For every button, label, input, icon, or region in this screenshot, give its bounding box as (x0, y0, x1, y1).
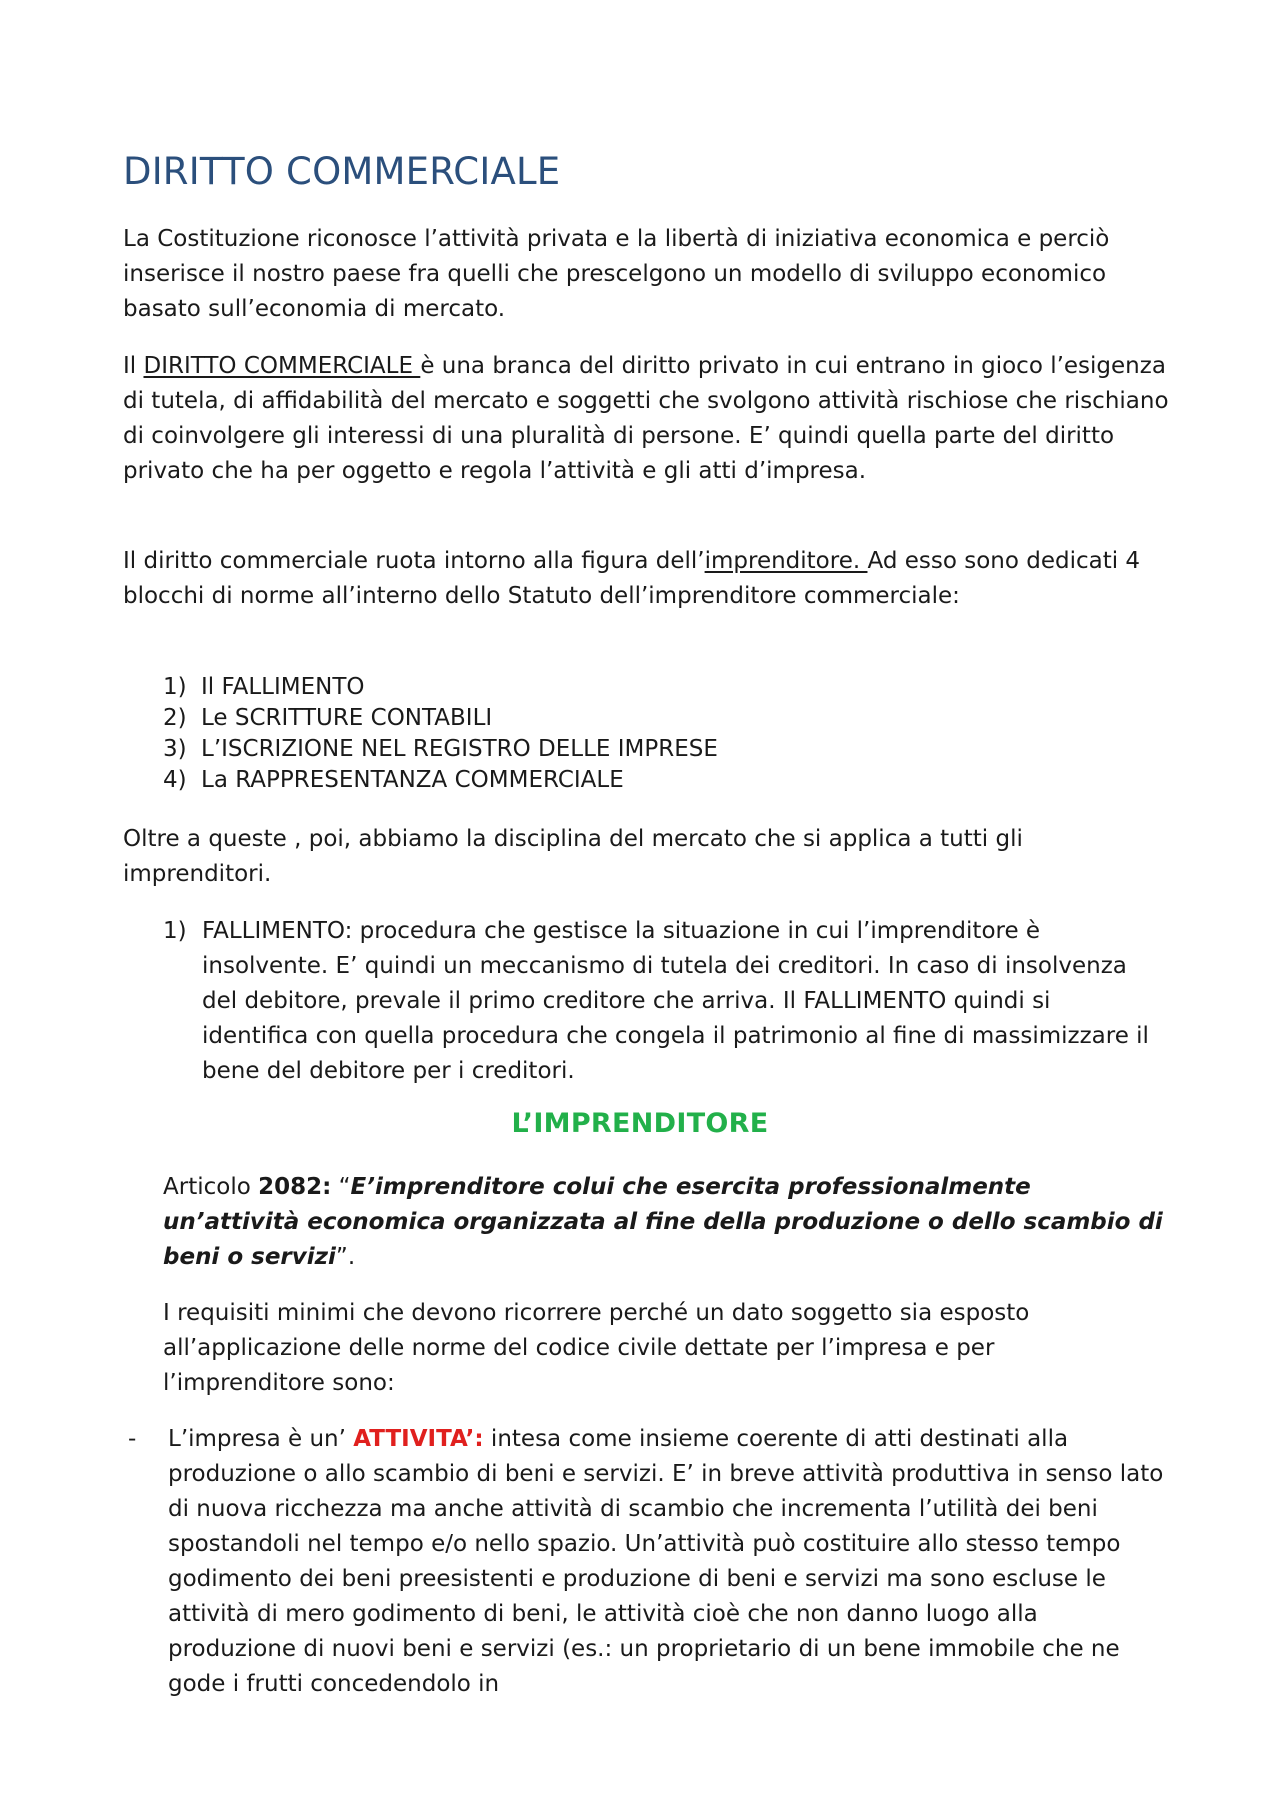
list-text: Il FALLIMENTO (201, 674, 365, 700)
bullet-prefix: L’impresa è un’ (168, 1426, 354, 1452)
bullet-attivita (123, 1422, 1173, 1702)
requirements-intro: I requisiti minimi che devono ricorrere perché un dato soggetto sia esposto all’applicazione delle norme del codice civile dettate per l’impresa e per l’imprenditore sono: (163, 1300, 1030, 1396)
imprenditore-term: imprenditore. (704, 548, 868, 574)
imprenditore-prefix: Il diritto commerciale ruota intorno alla figura dell’ (123, 548, 705, 574)
bullet-highlight: ATTIVITA’: (353, 1426, 484, 1452)
fallimento-text: FALLIMENTO: procedura che gestisce la situazione in cui l’imprenditore è insolvente. E’ quindi un meccanismo di tutela dei creditori. In caso di insolvenza del debitore, prevale il primo creditore che arriva. Il FALLIMENTO quindi si identifica con quella procedura che congela il patrimonio al fine di massimizzare il bene del debitore per i creditori. (202, 918, 1149, 1084)
bullet-rest: intesa come insieme coerente di atti destinati alla produzione o allo scambio di beni e servizi. E’ in breve attività produttiva in senso lato di nuova ricchezza ma anche attività di scambio che incrementa l’utilità dei beni spostandoli nel tempo e/o nello spazio. Un’attività può costituire allo stesso tempo godimento dei beni preesistenti e produzione di beni e servizi ma sono escluse le attività di mero godimento di beni, le attività cioè che non danno luogo alla produzione di nuovi beni e servizi (es.: un proprietario di un bene immobile che ne gode i frutti concedendolo in (168, 1426, 1164, 1697)
list-item (123, 734, 718, 765)
definition-paragraph (123, 349, 1173, 489)
list-item (123, 765, 718, 796)
list-text: Le SCRITTURE CONTABILI (201, 705, 493, 731)
list-text: La RAPPRESENTANZA COMMERCIALE (201, 767, 624, 793)
list-number: 4) (163, 767, 187, 793)
fallimento-number: 1) (163, 918, 187, 944)
list-number: 2) (163, 705, 187, 731)
bullet-text (123, 1422, 1173, 1702)
list-number: 3) (163, 736, 187, 762)
imprenditore-rest: Ad esso sono dedicati 4 blocchi di norme all’interno dello Statuto dell’imprenditore commerciale: (123, 548, 1141, 609)
market-paragraph: Oltre a queste , poi, abbiamo la disciplina del mercato che si applica a tutti gli imprenditori. (123, 826, 1023, 887)
list-item (123, 672, 718, 703)
list-text: L’ISCRIZIONE NEL REGISTRO DELLE IMPRESE (201, 736, 718, 762)
list-item (123, 703, 718, 734)
list-number: 1) (163, 674, 187, 700)
article-number: 2082: (258, 1174, 332, 1200)
blocks-list (123, 672, 718, 796)
article-quote: E’imprenditore colui che esercita professionalmente un’attività economica organizzata al fine della produzione o dello scambio di beni o servizi (163, 1174, 1163, 1270)
definition-term: DIRITTO COMMERCIALE (143, 353, 421, 379)
section-heading: L’IMPRENDITORE (511, 1108, 769, 1139)
article-2082 (163, 1170, 1163, 1275)
bullet-dash: - (128, 1426, 137, 1452)
fallimento-item (163, 914, 1163, 1089)
intro-paragraph: La Costituzione riconosce l’attività privata e la libertà di iniziativa economica e perciò inserisce il nostro paese fra quelli che prescelgono un modello di sviluppo economico basato sull’economia di mercato. (123, 226, 1110, 322)
article-open-quote: “ (331, 1174, 351, 1200)
article-label: Articolo (163, 1174, 259, 1200)
article-close: ”. (335, 1244, 356, 1270)
definition-rest: è una branca del diritto privato in cui entrano in gioco l’esigenza di tutela, di affidabilità del mercato e soggetti che svolgono attività rischiose che rischiano di coinvolgere gli interessi di una pluralità di persone. E’ quindi quella parte del diritto privato che ha per oggetto e regola l’attività e gli atti d’impresa. (123, 353, 1169, 484)
page-title: DIRITTO COMMERCIALE (123, 150, 561, 193)
definition-prefix: Il (123, 353, 144, 379)
imprenditore-paragraph (123, 544, 1173, 614)
